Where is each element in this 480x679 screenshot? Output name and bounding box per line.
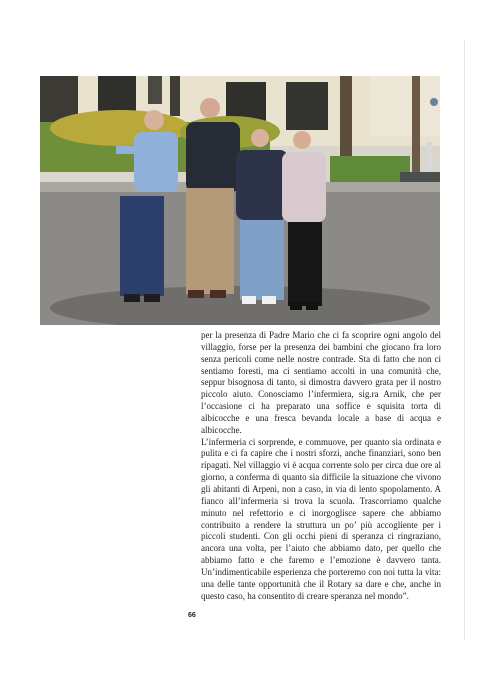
article-body [201, 330, 441, 602]
article-paragraph: L’infermeria ci sorprende, e commuove, per quanto sia ordinata e pulita e ci fa capire che i nostri sforzi, anche finanziari, sono ben ripagati. Nel villaggio vi è acqua corrente solo per circa due ore al giorno, a conferma di quanto sia difficile la situazione che vivono gli abitanti di Arpeni, non a caso, in via di lento spopolamento. A fianco all’infermeria si trova la scuola. Trascorriamo qualche minuto nel refettorio e ci inorgoglisce sapere che abbiamo contribuito a rendere la struttura un po’ più accogliente per i piccoli studenti. Con gli occhi pieni di speranza ci ringraziano, ancora una volta, per l’aiuto che abbiamo dato, per quello che abbiamo fatto e che faremo e l’emozione è davvero tanta. Un’indimenticabile esperienza che porteremo con noi tutta la vita: una delle tante opportunità che il Rotary sa dare e che, anche in questo caso, ha consentito di creare speranza nel mondo”. [201, 436, 441, 601]
page-edge-line [464, 40, 465, 640]
page-number: 66 [188, 612, 196, 619]
article-paragraph: per la presenza di Padre Mario che ci fa scoprire ogni angolo del villaggio, forse per la presenza dei bambini che giocano fra loro senza pericoli come nelle nostre contrade. Sta di fatto che non ci sentiamo foresti, ma ci sentiamo accolti in una comunità che, seppur bisognosa di tanto, si dimostra davvero grata per il nostro piccolo aiuto. Conosciamo l’infermiera, sig.ra Arnik, che per l’occasione ci ha preparato una soffice e squisita torta di albicocche e una fresca bevanda locale a base di acqua e albicocche. [201, 330, 441, 435]
group-photo [40, 76, 440, 325]
